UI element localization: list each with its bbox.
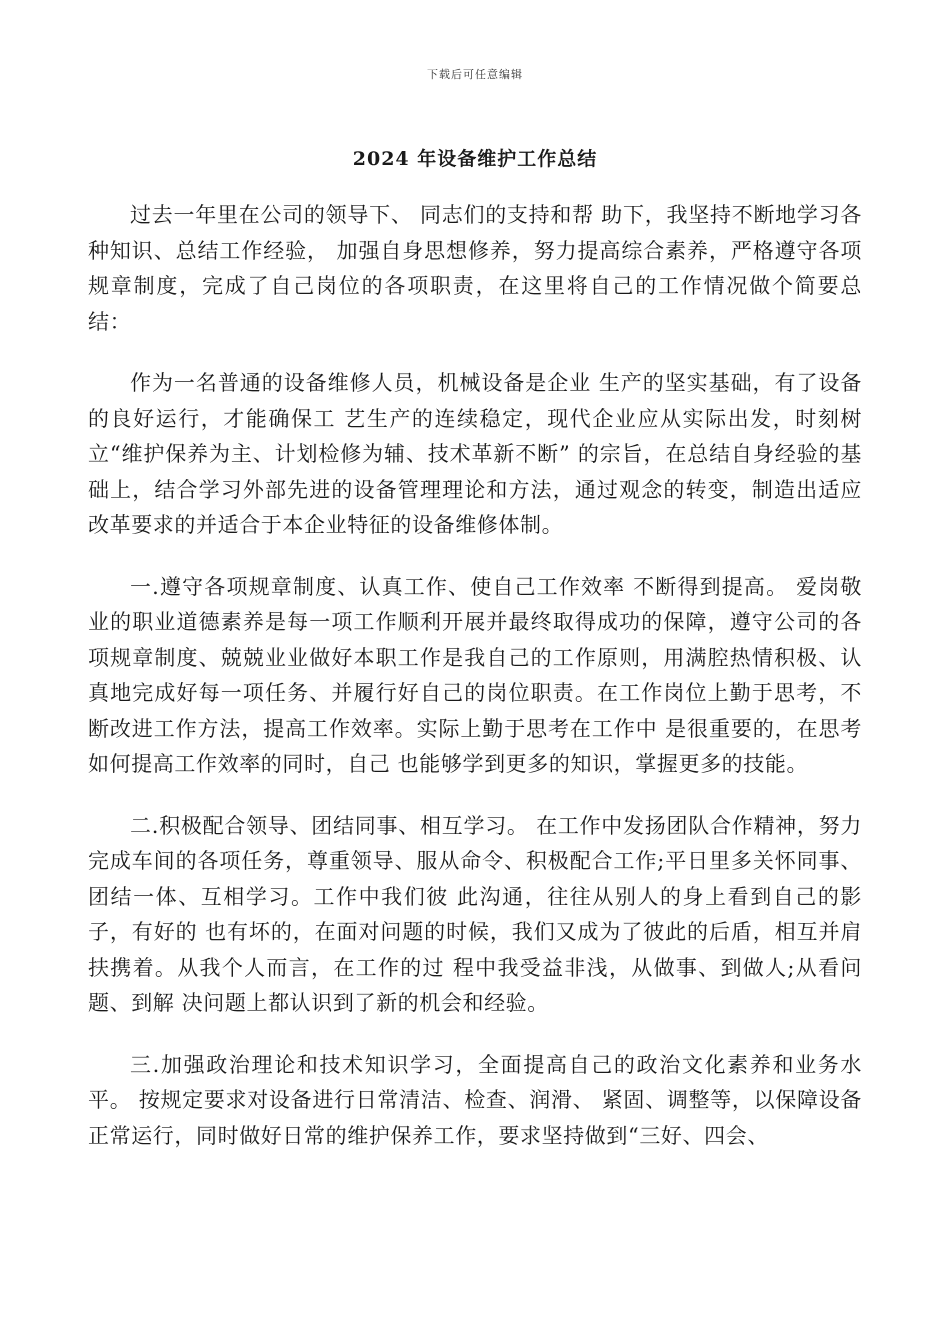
paragraph-role: 作为一名普通的设备维修人员，机械设备是企业 生产的坚实基础，有了设备的良好运行，才能确保工 艺生产的连续稳定，现代企业应从实际出发，时刻树立“维护保养为主、计划检修为辅、技术革新不断” 的宗旨，在总结自身经验的基础上，结合学习外部先进的设备管理理论和方法，通过观念的转变，制造出适应改革要求的并适合于本企业特征的设备维修体制。 <box>88 371 862 537</box>
paragraph-intro: 过去一年里在公司的领导下、 同志们的支持和帮 助下，我坚持不断地学习各种知识、总结工作经验， 加强自身思想修养，努力提高综合素养，严格遵守各项规章制度，完成了自己岗位的各项职责，在这里将自己的工作情况做个简要总结： <box>88 203 862 334</box>
document-body <box>88 198 862 1180</box>
document-title: 2024 年设备维护工作总结 <box>352 148 598 170</box>
header-note: 下载后可任意编辑 <box>427 68 523 81</box>
paragraph-section-2: 二.积极配合领导、团结同事、相互学习。 在工作中发扬团队合作精神，努力完成车间的各项任务，尊重领导、服从命令、积极配合工作;平日里多关怀同事、团结一体、互相学习。工作中我们彼 此沟通，往往从别人的身上看到自己的影子，有好的 也有坏的，在面对问题的时候，我们又成为了彼此的后盾，相互并肩扶携着。从我个人而言，在工作的过 程中我受益非浅，从做事、到做人;从看问题、到解 决问题上都认识到了新的机会和经验。 <box>88 813 862 1015</box>
paragraph-section-3: 三.加强政治理论和技术知识学习，全面提高自己的政治文化素养和业务水平。 按规定要求对设备进行日常清洁、检查、润滑、 紧固、调整等，以保障设备正常运行，同时做好日常的维护保养工作，要求坚持做到“三好、四会、 <box>88 1052 862 1148</box>
paragraph-section-1: 一.遵守各项规章制度、认真工作、使自己工作效率 不断得到提高。 爱岗敬业的职业道德素养是每一项工作顺利开展并最终取得成功的保障，遵守公司的各项规章制度、兢兢业业做好本职工作是我自己的工作原则，用满腔热情积极、认真地完成好每一项任务、并履行好自己的岗位职责。在工作岗位上勤于思考，不断改进工作方法，提高工作效率。实际上勤于思考在工作中 是很重要的，在思考如何提高工作效率的同时，自己 也能够学到更多的知识，掌握更多的技能。 <box>88 574 862 776</box>
